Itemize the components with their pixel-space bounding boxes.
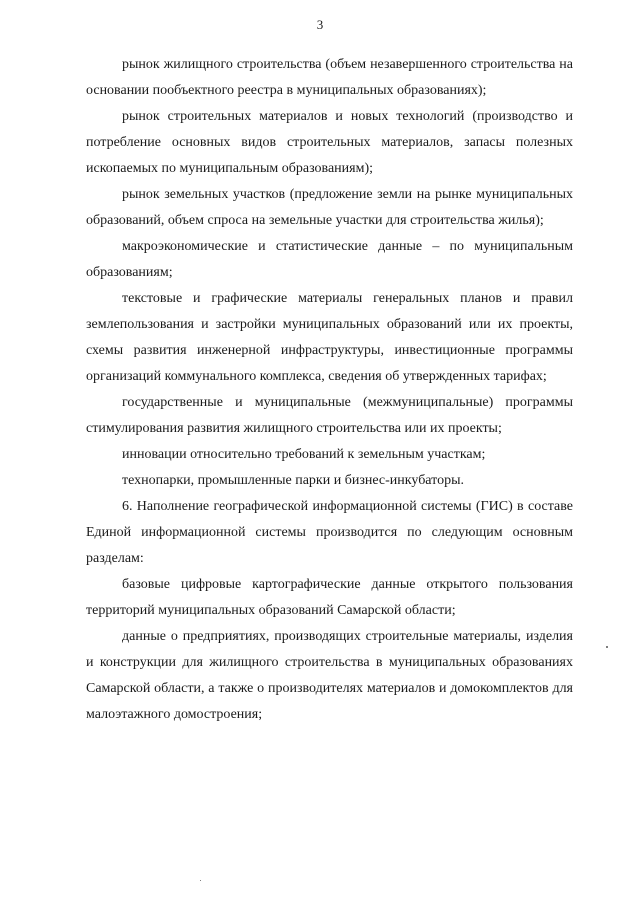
paragraph-macroeconomic-data: макроэкономические и статистические данные – по муниципальным образованиям; [86, 239, 573, 280]
paragraph-enterprise-data: данные о предприятиях, производящих строительные материалы, изделия и конструкции для жилищного строительства в муниципальных образованиях Самарской области, а также о производителях материалов и домокомплектов для малоэтажного домостроения; [86, 629, 573, 722]
paragraph-cartographic-data: базовые цифровые картографические данные открытого пользования территорий муниципальных образований Самарской области; [86, 577, 573, 618]
scan-speck [606, 646, 608, 648]
document-body [86, 52, 573, 728]
paragraph-innovations: инновации относительно требований к земельным участкам; [122, 447, 486, 462]
page-number: 3 [316, 17, 324, 32]
paragraph-government-programs: государственные и муниципальные (межмуниципальные) программы стимулирования развития жилищного строительства или их проекты; [86, 395, 573, 436]
paragraph-technoparks: технопарки, промышленные парки и бизнес-инкубаторы. [122, 473, 465, 488]
paragraph-planning-materials: текстовые и графические материалы генеральных планов и правил землепользования и застройки муниципальных образований или их проекты, схемы развития инженерной инфраструктуры, инвестиционные программы организаций коммунального комплекса, сведения об утвержденных тарифах; [86, 291, 573, 384]
paragraph-gis-section-6: 6. Наполнение географической информационной системы (ГИС) в составе Единой информационной системы производится по следующим основным разделам: [86, 499, 573, 566]
paragraph-building-materials-market: рынок строительных материалов и новых технологий (производство и потребление основных видов строительных материалов, запасы полезных ископаемых по муниципальным образованиям); [86, 109, 573, 176]
paragraph-land-market: рынок земельных участков (предложение земли на рынке муниципальных образований, объем спроса на земельные участки для строительства жилья); [86, 187, 573, 228]
paragraph-housing-market: рынок жилищного строительства (объем незавершенного строительства на основании пообъектного реестра в муниципальных образованиях); [86, 57, 573, 98]
scan-speck [200, 880, 201, 881]
